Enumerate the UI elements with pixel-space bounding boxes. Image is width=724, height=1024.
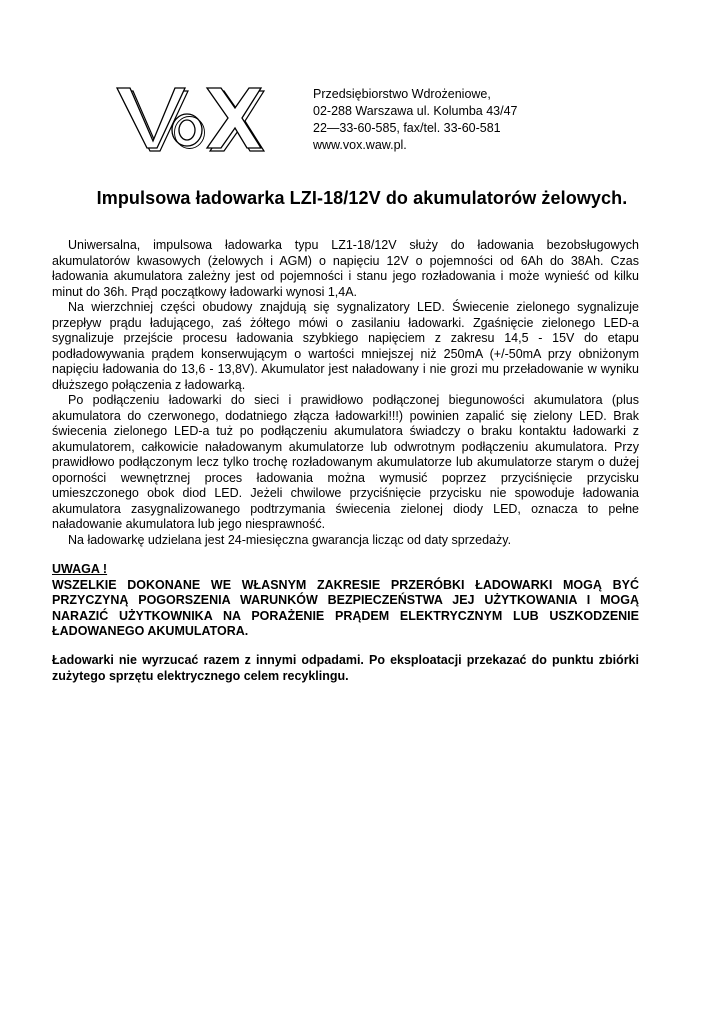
- document-title: Impulsowa ładowarka LZI-18/12V do akumulatorów żelowych.: [96, 188, 628, 208]
- company-info: [313, 86, 518, 154]
- recycling-note: Ładowarki nie wyrzucać razem z innymi odpadami. Po eksploatacji przekazać do punktu zbiórki zużytego sprzętu elektrycznego celem recyklingu.: [52, 653, 639, 683]
- paragraph-warranty: Na ładowarkę udzielana jest 24-miesięczna gwarancja licząc od daty sprzedaży.: [68, 532, 512, 547]
- description-body: [52, 238, 639, 548]
- paragraph-led-indicators: Na wierzchniej części obudowy znajdują się sygnalizatory LED. Świecenie zielonego sygnalizuje przepływ prądu ładującego, zaś żółtego mówi o zasilaniu ładowarki. Zgaśnięcie zielonego LED-a sygnalizuje przejście procesu ładowania szybkiego napięciem z zakresu 14,5 - 15V do etapu podładowywania prądem konserwującym o wartości mniejszej niż 250mA (+/-50mA przy obniżonym napięciu ładowania do 13,6 - 13,8V). Akumulator jest naładowany i nie grozi mu przeładowanie w wyniku dłuższego połączenia z ładowarką.: [52, 300, 639, 392]
- company-website: www.vox.waw.pl.: [313, 138, 407, 152]
- company-address: 02-288 Warszawa ul. Kolumba 43/47: [313, 104, 518, 118]
- paragraph-connection: Po podłączeniu ładowarki do sieci i prawidłowo podłączonej biegunowości akumulatora (plus akumulatora do czerwonego, dodatniego złącza ładowarki!!!) powinien zapalić się zielony LED. Brak świecenia zielonego LED-a tuż po podłączeniu akumulatora świadczy o braku kontaktu ładowarki z akumulatorem, całkowicie naładowanym akumulatorze lub odwrotnym podłączeniu akumulatora. Przy prawidłowo podłączonym lecz tylko trochę rozładowanym akumulatorze lub akumulatorze starym o dużej oporności wewnętrznej proces ładowania można wymusić poprzez przyciśnięcie przycisku umieszczonego obok diod LED. Jeżeli chwilowe przyciśnięcie przycisku nie spowoduje ładowania akumulatora zasygnalizowanego podtrzymania świecenia zielonej diody LED, oznacza to pełne naładowanie akumulatora lub jego niesprawność.: [52, 393, 639, 531]
- warning-section: [52, 562, 639, 640]
- paragraph-intro: Uniwersalna, impulsowa ładowarka typu LZ1-18/12V służy do ładowania bezobsługowych akumulatorów kwasowych (żelowych i AGM) o napięciu 12V o pojemności od 6Ah do 38Ah. Czas ładowania akumulatora zależny jest od pojemności i stanu jego rozładowania i może wynieść od kilku minut do 36h. Prąd początkowy ładowarki wynosi 1,4A.: [52, 238, 639, 299]
- warning-text: WSZELKIE DOKONANE WE WŁASNYM ZAKRESIE PRZERÓBKI ŁADOWARKI MOGĄ BYĆ PRZYCZYNĄ POGORSZENIA WARUNKÓW BEZPIECZEŃSTWA JEJ UŻYTKOWANIA I MOGĄ NARAZIĆ UŻYTKOWNIKA NA PORAŻENIE PRĄDEM ELEKTRYCZNYM LUB USZKODZENIE ŁADOWANEGO AKUMULATORA.: [52, 577, 639, 638]
- company-phone: 22—33-60-585, fax/tel. 33-60-581: [313, 121, 501, 135]
- warning-title: UWAGA !: [52, 562, 108, 576]
- vox-logo: [115, 86, 265, 154]
- vox-logo-graphic: [115, 86, 265, 154]
- company-name: Przedsiębiorstwo Wdrożeniowe,: [313, 87, 491, 101]
